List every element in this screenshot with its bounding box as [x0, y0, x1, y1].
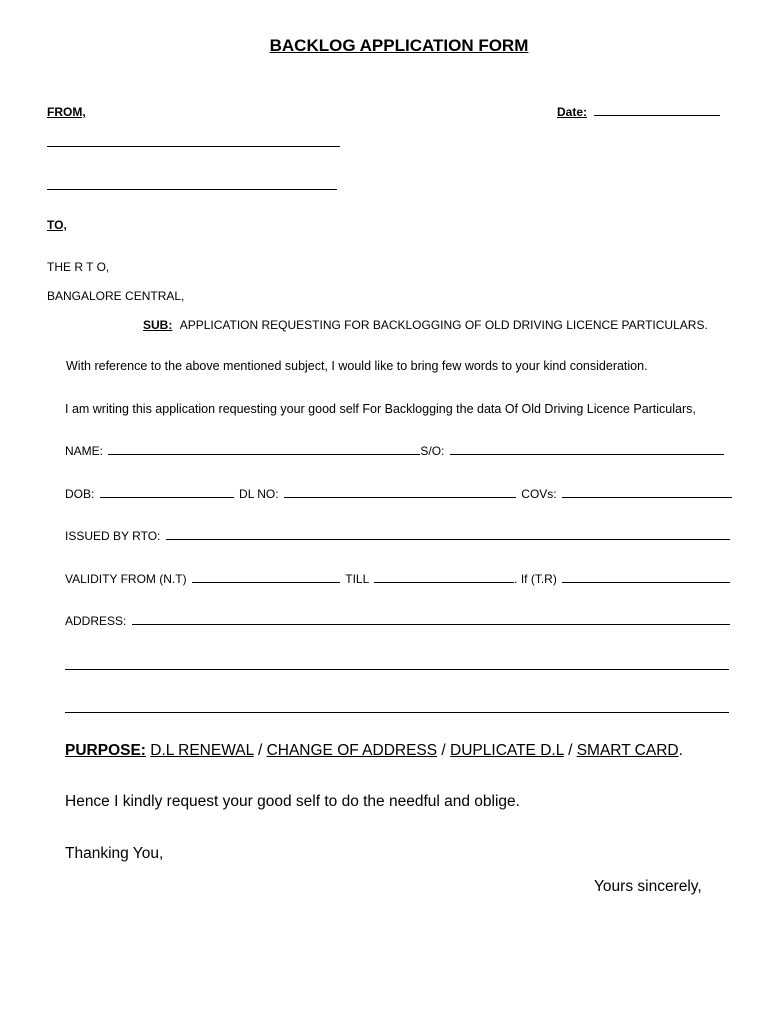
- purpose-label: PURPOSE:: [65, 742, 146, 759]
- sub-text: APPLICATION REQUESTING FOR BACKLOGGING OF OLD DRIVING LICENCE PARTICULARS.: [179, 318, 708, 332]
- date-field: [557, 105, 720, 119]
- dob-field[interactable]: [100, 487, 234, 498]
- validity-row: [65, 572, 730, 586]
- purpose-option-change-of-address[interactable]: CHANGE OF ADDRESS: [266, 742, 438, 759]
- name-label: NAME:: [65, 444, 104, 458]
- recipient-line-1: THE R T O,: [47, 260, 110, 274]
- from-address-line-1[interactable]: [47, 146, 340, 147]
- validity-label: VALIDITY FROM (N.T): [65, 572, 187, 586]
- dlno-label: DL NO:: [239, 487, 279, 501]
- purpose-option-smart-card[interactable]: SMART CARD: [576, 742, 679, 759]
- date-line[interactable]: [594, 105, 720, 116]
- to-label: TO,: [47, 218, 67, 232]
- issued-row: [65, 529, 730, 543]
- address-field-1[interactable]: [132, 614, 730, 625]
- purpose-separator: /: [441, 742, 446, 759]
- address-field-3[interactable]: [65, 712, 729, 713]
- issued-label: ISSUED BY RTO:: [65, 529, 161, 543]
- so-label: S/O:: [420, 444, 445, 458]
- paragraph-2: I am writing this application requesting your good self For Backlogging the data Of Old Driving Licence Particulars,: [65, 402, 696, 416]
- purpose-separator: /: [257, 742, 263, 759]
- purpose-separator: /: [568, 742, 573, 759]
- from-label: FROM,: [47, 105, 86, 119]
- till-field[interactable]: [374, 572, 514, 583]
- address-field-2[interactable]: [65, 669, 729, 670]
- ift-label: . If (T.R): [514, 572, 557, 586]
- from-address-line-2[interactable]: [47, 189, 337, 190]
- purpose-end: .: [678, 742, 683, 759]
- page-title: BACKLOG APPLICATION FORM: [269, 36, 529, 55]
- date-label: Date:: [557, 105, 588, 119]
- dlno-field[interactable]: [284, 487, 516, 498]
- closing-request: Hence I kindly request your good self to do the needful and oblige.: [65, 793, 520, 810]
- purpose-row: [65, 742, 683, 760]
- name-row: [65, 444, 724, 458]
- ift-field[interactable]: [562, 572, 730, 583]
- issued-field[interactable]: [166, 529, 730, 540]
- so-field[interactable]: [450, 444, 724, 455]
- purpose-option-duplicate-dl[interactable]: DUPLICATE D.L: [450, 742, 564, 759]
- till-label: TILL: [345, 572, 369, 586]
- dob-row: [65, 487, 732, 501]
- address-label: ADDRESS:: [65, 614, 127, 628]
- recipient-line-2: BANGALORE CENTRAL,: [47, 289, 185, 303]
- closing-thanks: Thanking You,: [65, 845, 164, 862]
- signoff: Yours sincerely,: [594, 878, 702, 895]
- subject-line: [143, 318, 708, 332]
- validity-from-field[interactable]: [192, 572, 340, 583]
- sub-label: SUB:: [143, 318, 173, 332]
- covs-label: COVs:: [521, 487, 557, 501]
- name-field[interactable]: [108, 444, 420, 455]
- covs-field[interactable]: [562, 487, 732, 498]
- paragraph-1: With reference to the above mentioned subject, I would like to bring few words to your kind consideration.: [66, 359, 648, 373]
- address-row: [65, 614, 730, 628]
- purpose-option-dl-renewal[interactable]: D.L RENEWAL: [150, 742, 254, 759]
- dob-label: DOB:: [65, 487, 95, 501]
